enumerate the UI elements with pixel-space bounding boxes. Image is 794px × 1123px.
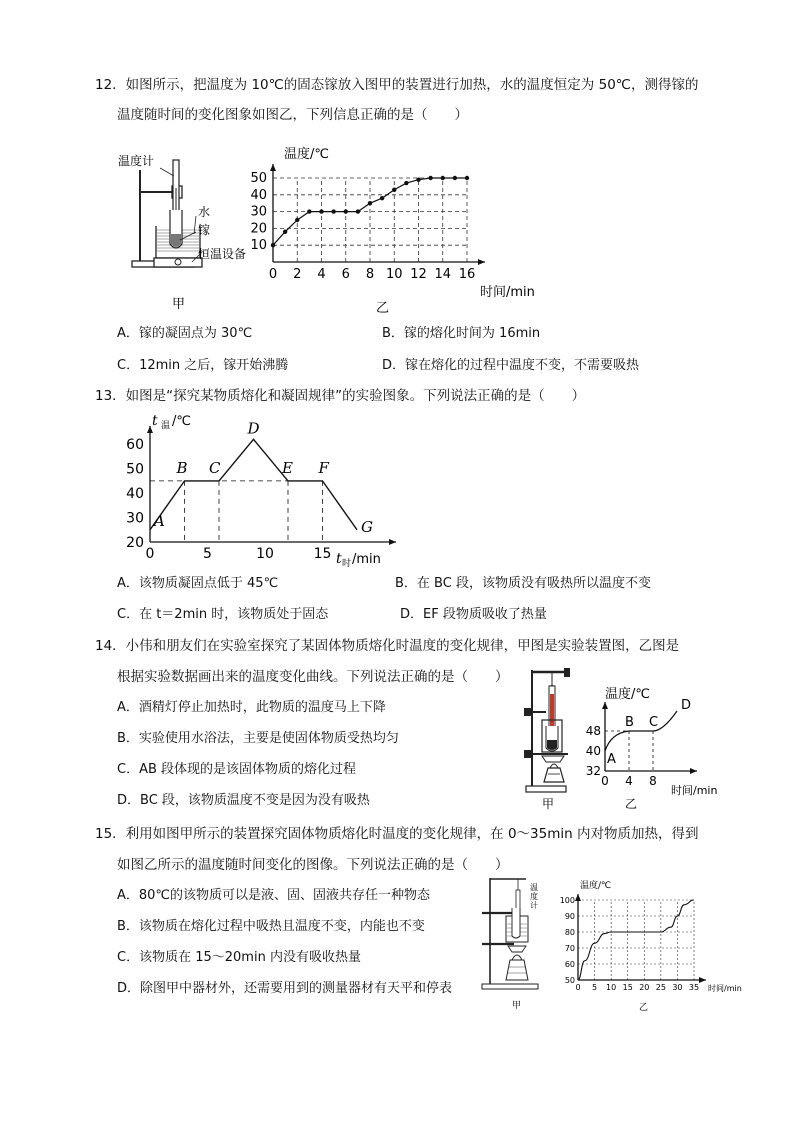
q13-xtick-label: 5 [203,546,212,562]
q12-xtick-label: 14 [434,267,452,282]
q12-stem-line1: 12．如图所示，把温度为 10℃的固态镓放入图甲的装置进行加热，水的温度恒定为 50℃，测得镓的 [95,77,699,93]
q15-option-d[interactable]: D．除图甲中器材外，还需要用到的测量器材有天平和停表 [117,981,453,996]
q12-x-arrow [478,259,485,265]
q13-xlabel-sub: 时 [342,559,352,569]
q15-label-thermo-1: 温 [530,883,538,892]
q12-ytick-label: 10 [250,238,267,254]
q12-data-point [428,176,432,180]
q12-xtick-label: 16 [458,267,476,282]
q13-point-label-b: B [176,458,188,477]
q14-caption-left: 甲 [542,797,555,811]
q13-stem-line1: 13．如图是“探究某物质熔化和凝固规律”的实验图象。下列说法正确的是（ ） [95,388,586,404]
q12-xtick-label: 10 [385,267,403,282]
q14-apparatus-figure [524,664,586,814]
q15-xtick-label: 10 [606,983,617,992]
q14-stem-line2: 根据实验数据画出来的温度变化曲线。下列说法正确的是（ ） [117,669,509,685]
q12-data-point [283,230,287,234]
q13-point-label-d: D [247,419,260,438]
q13-point-label-c: C [209,458,221,477]
q12-caption-left: 甲 [172,297,186,312]
q13-point-label-f: F [318,458,329,477]
q12-label-gallium: 镓 [198,223,211,237]
q14-segment-ab [605,731,629,751]
q15-option-b[interactable]: B．该物质在熔化过程中吸热且温度不变，内能也不变 [117,919,425,934]
q15-xlabel: 时间/min [708,984,742,993]
q14-ytick-label: 32 [585,764,601,778]
q14-xtick-label: 0 [601,774,609,788]
q12-caption-right: 乙 [376,301,390,316]
q14-point-label-d: D [681,698,692,713]
q12-option-b[interactable]: B．镓的熔化时间为 16min [382,326,541,341]
q13-x-arrow [389,539,396,545]
q15-caption-right: 乙 [639,1003,649,1013]
q12-data-point [271,243,275,247]
q15-xtick-label: 15 [622,983,633,992]
q15-stem-line2: 如图乙所示的温度随时间变化的图像。下列说法正确的是（ ） [117,857,509,873]
q12-apparatus-figure [112,148,262,318]
q15-series-line [578,900,694,980]
q14-point-label-a: A [607,752,616,767]
q12-data-point [404,181,408,185]
q15-ytick-label: 60 [564,960,575,969]
q13-ytick-label: 40 [126,486,144,503]
q15-apparatus-figure [478,872,558,1014]
q12-stem-line2: 温度随时间的变化图象如图乙，下列信息正确的是（ ） [117,107,468,123]
q12-xlabel: 时间/min [480,285,535,300]
q12-data-point [356,209,360,213]
q12-data-point [307,209,311,213]
q15-ytick-label: 50 [564,976,575,985]
q14-stem-line1: 14．小伟和朋友们在实验室探究了某固体物质熔化时温度的变化规律，甲图是实验装置图，乙图是 [95,638,680,654]
q12-option-a[interactable]: A．镓的凝固点为 30℃ [117,326,253,341]
q14-ytick-label: 48 [585,724,601,738]
q12-ylabel: 温度/℃ [284,147,329,162]
q14-ylabel: 温度/℃ [605,687,650,702]
q14-caption-right: 乙 [625,797,638,811]
q12-ytick-label: 50 [250,171,267,186]
q15-x-arrow [699,977,706,983]
q15-y-arrow [575,894,581,901]
q13-option-b[interactable]: B．在 BC 段，该物质没有吸热所以温度不变 [395,576,651,591]
q15-option-c[interactable]: C．该物质在 15～20min 内没有吸收热量 [117,950,361,965]
q12-xtick-label: 8 [365,267,375,282]
q14-y-arrow [602,702,608,709]
q14-point-label-c: C [649,715,659,730]
q12-data-point [453,176,457,180]
q15-ytick-label: 90 [564,912,575,921]
q14-chart [585,680,725,818]
q15-stem-line1: 15．利用如图甲所示的装置探究固体物质熔化时温度的变化规律，在 0～35min 内对物质加热，得到 [95,826,699,842]
q14-xlabel: 时间/min [671,784,718,797]
q14-option-b[interactable]: B．实验使用水浴法，主要是使固体物质受热均匀 [117,731,399,746]
q13-series-line [150,439,357,529]
q12-xtick-label: 0 [268,267,278,282]
q14-option-d[interactable]: D．BC 段，该物质温度不变是因为没有吸热 [117,793,370,808]
q14-xtick-label: 4 [625,774,633,788]
q12-xtick-label: 4 [317,267,326,282]
q12-ytick-label: 20 [250,221,267,237]
q13-xlabel-t: t [336,551,342,567]
q12-data-point [344,209,348,213]
q15-label-thermo-2: 度 [530,892,538,901]
q14-ytick-label: 40 [585,744,601,758]
q12-ytick-label: 40 [250,187,267,203]
q13-point-label-g: G [361,517,373,536]
q15-ylabel: 温度/℃ [580,881,612,891]
q13-ytick-label: 20 [126,535,144,551]
q12-option-d[interactable]: D．镓在熔化的过程中温度不变，不需要吸热 [382,358,640,373]
q13-option-d[interactable]: D．EF 段物质吸收了热量 [400,607,547,622]
q15-chart [560,876,750,1016]
q12-y-arrow [270,164,276,171]
q15-xtick-label: 0 [575,983,581,992]
q12-data-point [392,188,396,192]
q13-ylabel-t: t [152,413,158,429]
q12-data-point [368,201,372,205]
q13-ytick-label: 60 [126,437,144,454]
q12-label-thermometer: 温度计 [118,154,155,168]
q12-label-water: 水 [198,205,211,219]
q15-xtick-label: 30 [672,983,683,992]
q13-ylabel-sub: 温 [161,421,171,431]
q12-option-c[interactable]: C．12min 之后，镓开始沸腾 [117,358,289,373]
q13-xtick-label: 10 [256,546,274,562]
q15-xtick-label: 20 [639,983,650,992]
q12-xtick-label: 6 [341,267,350,282]
q13-chart [120,405,420,570]
q13-xlabel-unit: /min [352,552,381,567]
q13-option-a[interactable]: A．该物质凝固点低于 45℃ [117,576,279,591]
q14-option-a[interactable]: A．酒精灯停止加热时，此物质的温度马上下降 [117,700,386,715]
q14-point-label-b: B [625,715,634,730]
q12-ytick-label: 30 [250,204,267,220]
q13-point-label-a: A [154,511,165,530]
q15-xtick-label: 5 [592,983,598,992]
q15-option-a[interactable]: A．80℃的该物质可以是液、固、固液共存任一种物态 [117,888,431,903]
q15-ytick-label: 80 [564,928,575,937]
q13-ytick-label: 50 [126,461,144,478]
q14-xtick-label: 8 [649,774,657,788]
q12-data-point [380,196,384,200]
q12-data-point [331,209,335,213]
q14-x-arrow [690,768,697,774]
q13-ytick-label: 30 [126,510,144,527]
q12-data-point [416,177,420,181]
q12-data-point [441,176,445,180]
q15-label-thermo-3: 计 [530,901,538,910]
q12-data-point [319,209,323,213]
q13-ylabel-unit: /℃ [172,414,191,429]
q12-xtick-label: 2 [293,267,302,282]
q12-chart [250,140,550,320]
q15-xtick-label: 35 [688,983,700,992]
q12-xtick-label: 12 [410,267,427,282]
q12-data-point [295,218,299,222]
q14-option-c[interactable]: C．AB 段体现的是该固体物质的熔化过程 [117,762,357,777]
q13-point-label-e: E [282,458,293,477]
q13-xtick-label: 0 [145,546,155,562]
q12-data-point [465,176,469,180]
q15-xtick-label: 25 [655,983,666,992]
q13-xtick-label: 15 [313,546,332,562]
q15-ytick-label: 70 [564,944,575,953]
q12-label-device: 恒温设备 [198,247,247,261]
q15-ytick-label: 100 [560,896,575,905]
q13-option-c[interactable]: C．在 t＝2min 时，该物质处于固态 [117,607,329,622]
q15-caption-left: 甲 [512,1001,522,1011]
